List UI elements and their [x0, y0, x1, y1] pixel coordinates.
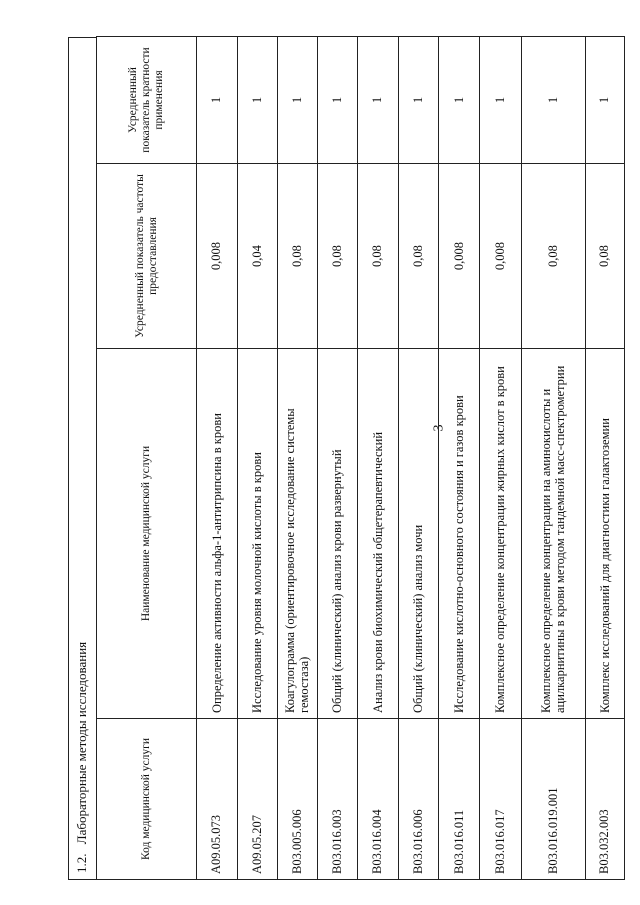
- header-multiplicity: Усредненный показатель кратности применения: [97, 37, 197, 164]
- page-number: 3: [431, 424, 447, 432]
- cell-code: B03.032.003: [585, 719, 624, 880]
- cell-frequency: 0,008: [479, 164, 521, 349]
- cell-code: B03.005.006: [278, 719, 317, 880]
- cell-name: Коагулограмма (ориентировочное исследование системы гемостаза): [278, 349, 317, 719]
- table-row: [521, 37, 585, 880]
- table-row: [278, 37, 317, 880]
- cell-code: B03.016.006: [398, 719, 439, 880]
- cell-name: Общий (клинический) анализ мочи: [398, 349, 439, 719]
- header-name: Наименование медицинской услуги: [97, 349, 197, 719]
- cell-name: Определение активности альфа-1-антитрипсина в крови: [197, 349, 238, 719]
- cell-code: B03.016.017: [479, 719, 521, 880]
- cell-frequency: 0,04: [237, 164, 278, 349]
- cell-code: A09.05.207: [237, 719, 278, 880]
- cell-code: B03.016.003: [317, 719, 358, 880]
- section-number: 1.2.: [74, 853, 89, 873]
- cell-name: Общий (клинический) анализ крови развернутый: [317, 349, 358, 719]
- cell-code: A09.05.073: [197, 719, 238, 880]
- table-row: [398, 37, 439, 880]
- table-row: [317, 37, 358, 880]
- table-row: [197, 37, 238, 880]
- cell-multiplicity: 1: [237, 37, 278, 164]
- table-row: [358, 37, 399, 880]
- cell-code: B03.016.019.001: [521, 719, 585, 880]
- cell-code: B03.016.004: [358, 719, 399, 880]
- cell-name: Исследование уровня молочной кислоты в крови: [237, 349, 278, 719]
- cell-multiplicity: 1: [585, 37, 624, 164]
- cell-multiplicity: 1: [317, 37, 358, 164]
- table-row: [479, 37, 521, 880]
- cell-frequency: 0,08: [585, 164, 624, 349]
- cell-multiplicity: 1: [439, 37, 480, 164]
- cell-name: Комплексное определение концентрации жирных кислот в крови: [479, 349, 521, 719]
- header-frequency: Усредненный показатель частоты предоставления: [97, 164, 197, 349]
- rotated-table-container: [68, 37, 625, 880]
- cell-frequency: 0,008: [197, 164, 238, 349]
- cell-multiplicity: 1: [521, 37, 585, 164]
- services-table: [96, 36, 625, 880]
- table-header-row: [97, 37, 197, 880]
- cell-name: Комплексное определение концентрации на аминокислоты и ацилкарнитины в крови методом тандемной масс-спектрометрии: [521, 349, 585, 719]
- table-row: [237, 37, 278, 880]
- cell-multiplicity: 1: [358, 37, 399, 164]
- cell-code: B03.016.011: [439, 719, 480, 880]
- cell-frequency: 0,08: [398, 164, 439, 349]
- cell-name: Исследование кислотно-основного состояния и газов крови: [439, 349, 480, 719]
- cell-multiplicity: 1: [398, 37, 439, 164]
- cell-multiplicity: 1: [197, 37, 238, 164]
- cell-frequency: 0,08: [358, 164, 399, 349]
- cell-frequency: 0,08: [317, 164, 358, 349]
- cell-frequency: 0,08: [521, 164, 585, 349]
- header-code: Код медицинской услуги: [97, 719, 197, 880]
- table-row: [439, 37, 480, 880]
- cell-name: Анализ крови биохимический общетерапевтический: [358, 349, 399, 719]
- cell-frequency: 0,08: [278, 164, 317, 349]
- section-title-text: Лабораторные методы исследования: [74, 641, 89, 845]
- cell-name: Комплекс исследований для диагностики галактоземии: [585, 349, 624, 719]
- section-title: [68, 37, 96, 880]
- cell-frequency: 0,008: [439, 164, 480, 349]
- table-row: [585, 37, 624, 880]
- cell-multiplicity: 1: [479, 37, 521, 164]
- cell-multiplicity: 1: [278, 37, 317, 164]
